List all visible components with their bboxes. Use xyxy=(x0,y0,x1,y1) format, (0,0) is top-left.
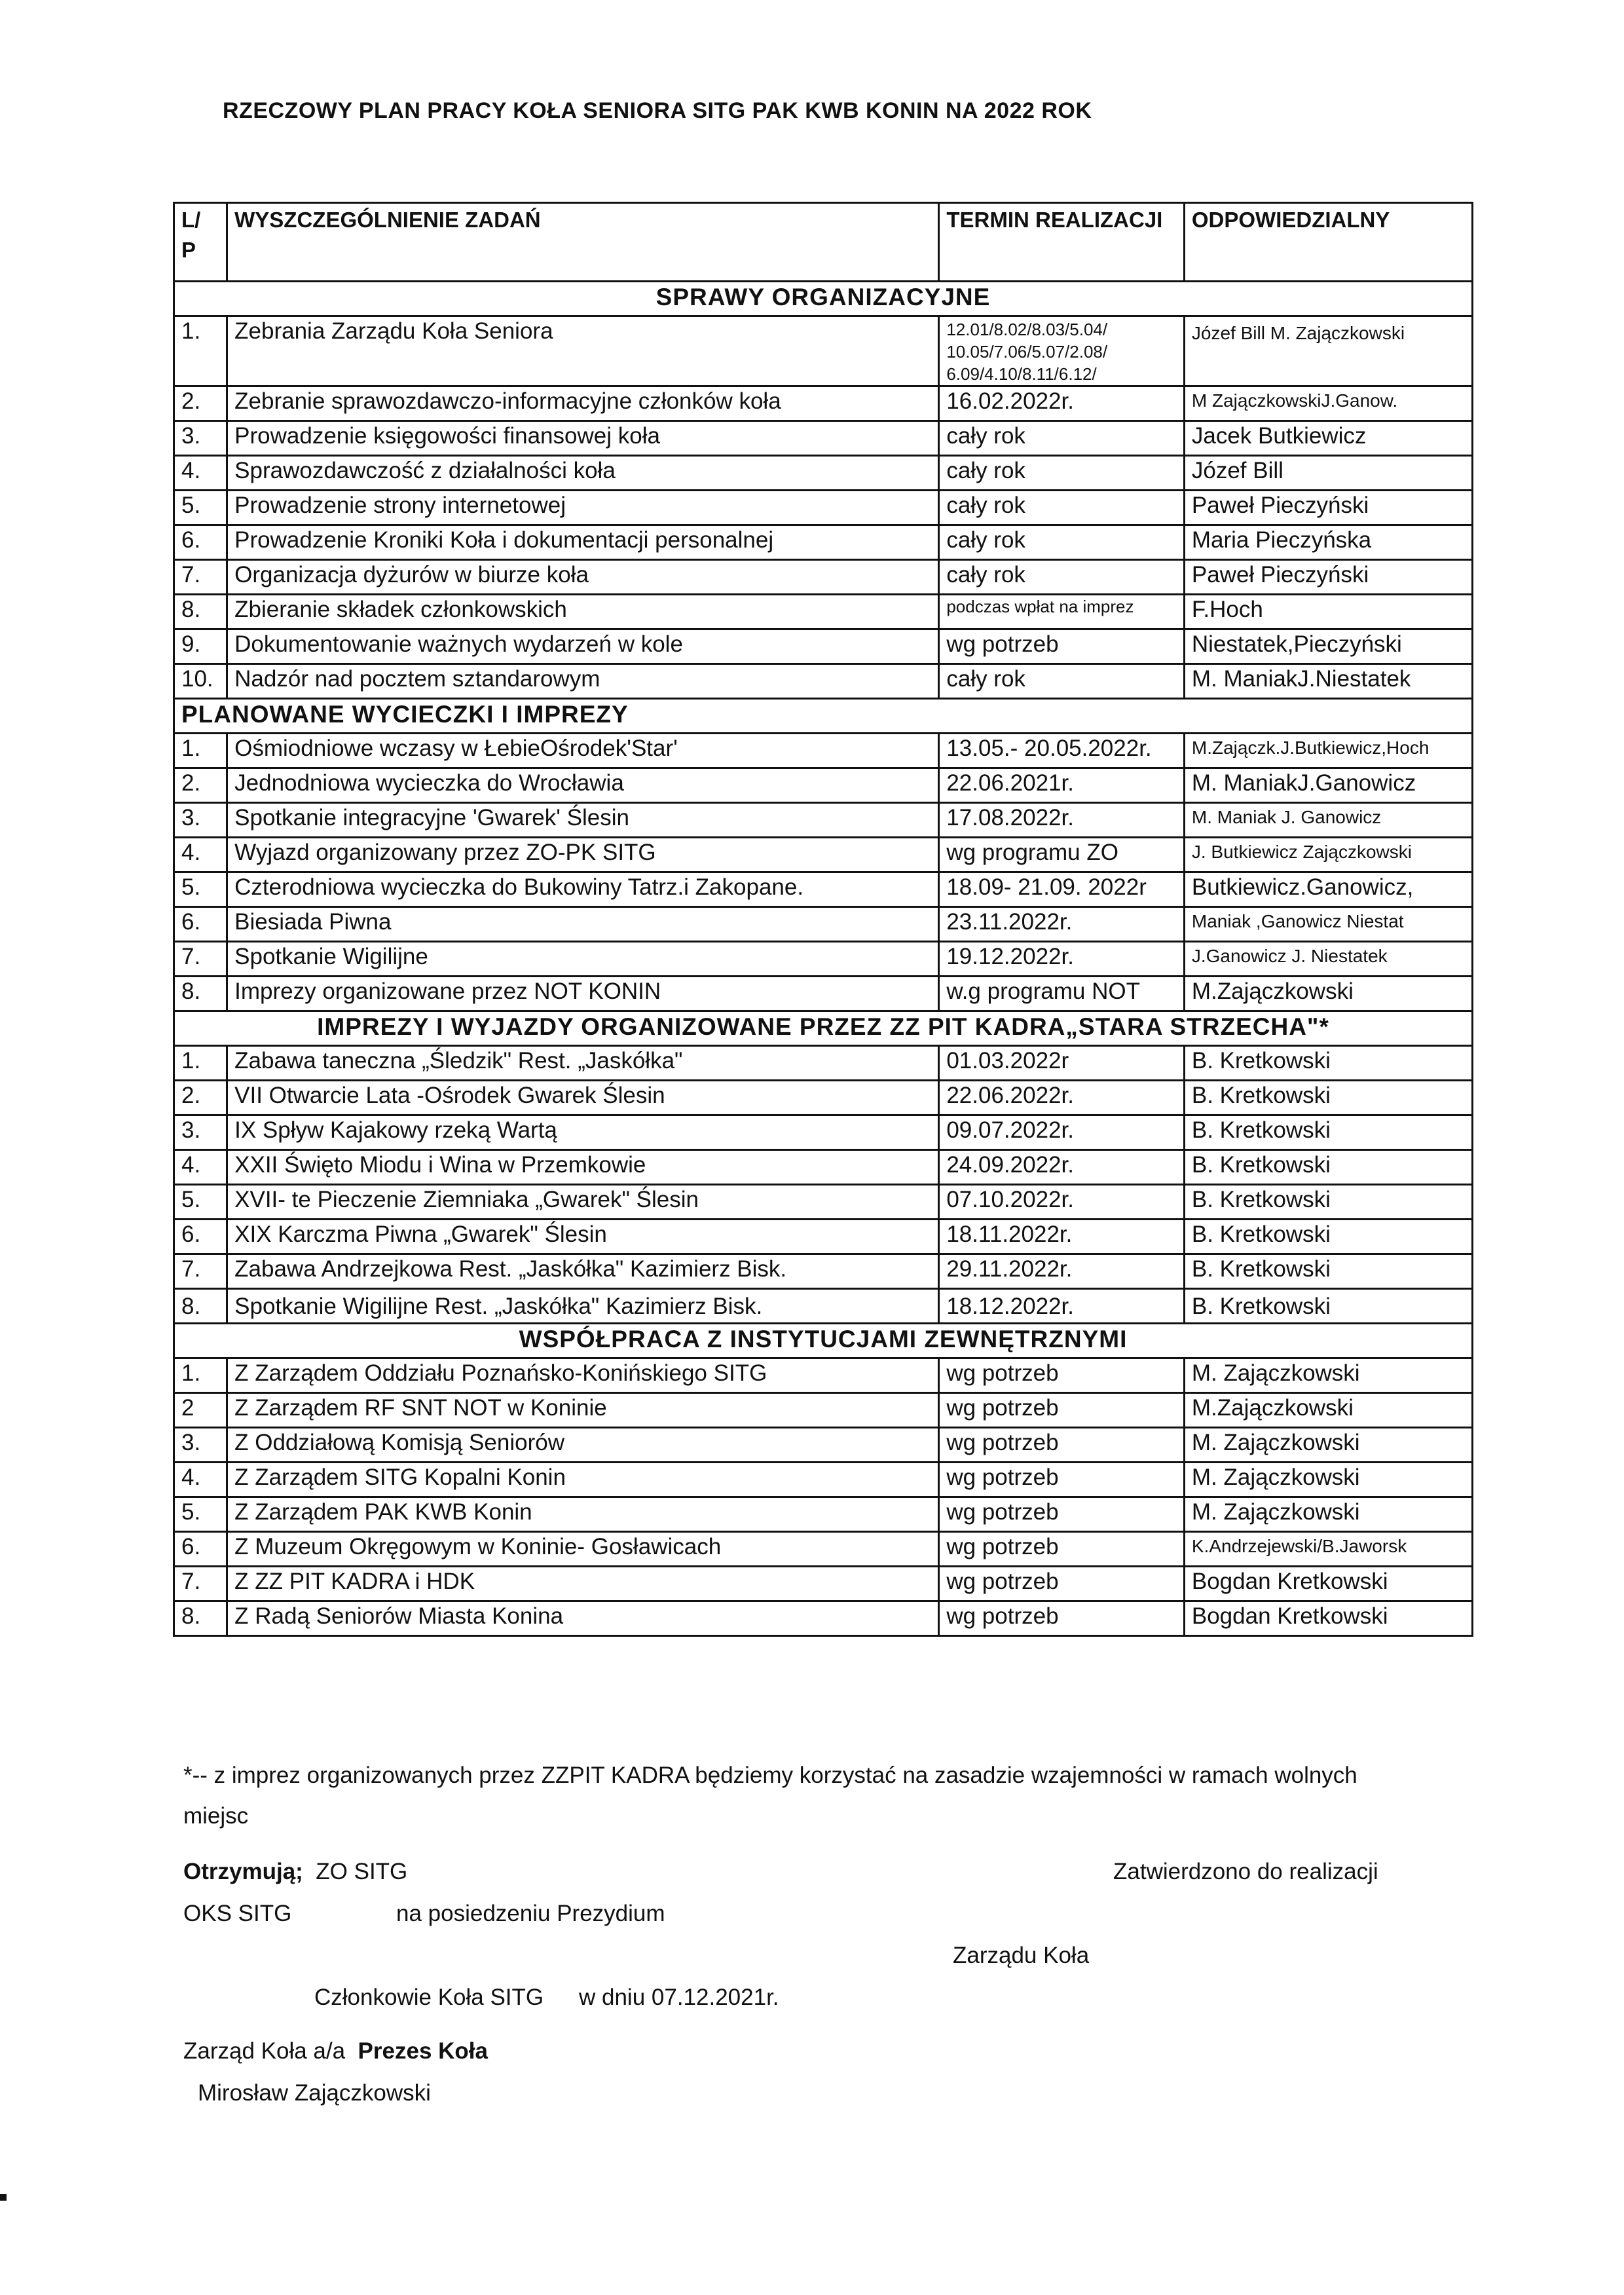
cell-resp: Bogdan Kretkowski xyxy=(1184,1567,1472,1601)
cell-term: 23.11.2022r. xyxy=(939,907,1185,942)
cell-resp: Butkiewicz.Ganowicz, xyxy=(1184,872,1472,907)
cell-term: cały rok xyxy=(939,525,1185,560)
cell-resp: M. Zajączkowski xyxy=(1184,1463,1472,1497)
cell-task: Biesiada Piwna xyxy=(227,907,939,942)
cell-lp: 3. xyxy=(174,803,227,838)
table-header-row xyxy=(174,203,1473,282)
cell-task: Z Zarządem RF SNT NOT w Koninie xyxy=(227,1393,939,1428)
cell-task: Dokumentowanie ważnych wydarzeń w kole xyxy=(227,629,939,664)
section-header-row xyxy=(174,1324,1473,1358)
cell-term: cały rok xyxy=(939,421,1185,456)
table-row xyxy=(174,456,1473,491)
cell-resp: M. Zajączkowski xyxy=(1184,1428,1472,1463)
footnote: *-- z imprez organizowanych przez ZZPIT KADRA będziemy korzystać na zasadzie wzajemności w ramach wolnych miejsc xyxy=(183,1763,1357,1829)
cell-task: IX Spływ Kajakowy rzeką Wartą xyxy=(227,1115,939,1150)
cell-resp: M.Zajączkowski xyxy=(1184,977,1472,1011)
cell-lp: 4. xyxy=(174,1463,227,1497)
recipient-oks: OKS SITG xyxy=(183,1901,292,1926)
cell-term: wg potrzeb xyxy=(939,629,1185,664)
cell-task: Prowadzenie strony internetowej xyxy=(227,491,939,525)
cell-task: Sprawozdawczość z działalności koła xyxy=(227,456,939,491)
cell-term: 16.02.2022r. xyxy=(939,386,1185,421)
cell-term: 01.03.2022r xyxy=(939,1046,1185,1081)
table-row xyxy=(174,872,1473,907)
table-row xyxy=(174,1601,1473,1636)
document-title: RZECZOWY PLAN PRACY KOŁA SENIORA SITG PAK KWB KONIN NA 2022 ROK xyxy=(223,98,1092,123)
cell-resp: K.Andrzejewski/B.Jaworsk xyxy=(1184,1532,1472,1567)
cell-lp: 10. xyxy=(174,664,227,699)
table-row xyxy=(174,1393,1473,1428)
table-row xyxy=(174,1497,1473,1532)
cell-lp: 6. xyxy=(174,525,227,560)
cell-term: 18.11.2022r. xyxy=(939,1220,1185,1254)
cell-resp: Paweł Pieczyński xyxy=(1184,491,1472,525)
cell-resp: Maria Pieczyńska xyxy=(1184,525,1472,560)
section-header-row xyxy=(174,699,1473,734)
cell-resp: M.Zajączkowski xyxy=(1184,1393,1472,1428)
recipient-zo: ZO SITG xyxy=(316,1859,408,1884)
cell-term: w.g programu NOT xyxy=(939,977,1185,1011)
table-row xyxy=(174,664,1473,699)
signer-name: Mirosław Zajączkowski xyxy=(198,2080,431,2106)
work-plan-table xyxy=(173,202,1473,1637)
table-row xyxy=(174,1463,1473,1497)
cell-term: cały rok xyxy=(939,560,1185,595)
cell-resp: B. Kretkowski xyxy=(1184,1115,1472,1150)
table-row xyxy=(174,491,1473,525)
recipients-line xyxy=(183,1859,407,1885)
cell-resp: M. Maniak J. Ganowicz xyxy=(1184,803,1472,838)
section-title: IMPREZY I WYJAZDY ORGANIZOWANE PRZEZ ZZ PIT KADRA„STARA STRZECHA"* xyxy=(174,1011,1473,1046)
cell-lp: 2 xyxy=(174,1393,227,1428)
cell-resp: F.Hoch xyxy=(1184,595,1472,629)
cell-resp: M.Zajączk.J.Butkiewicz,Hoch xyxy=(1184,734,1472,768)
cell-lp: 7. xyxy=(174,942,227,977)
cell-resp: M. Zajączkowski xyxy=(1184,1497,1472,1532)
cell-task: Prowadzenie Kroniki Koła i dokumentacji personalnej xyxy=(227,525,939,560)
table-row xyxy=(174,838,1473,872)
cell-lp: 5. xyxy=(174,872,227,907)
cell-term: wg potrzeb xyxy=(939,1567,1185,1601)
cell-term: 18.12.2022r. xyxy=(939,1289,1185,1324)
cell-term: 17.08.2022r. xyxy=(939,803,1185,838)
date-text: w dniu 07.12.2021r. xyxy=(579,1985,779,2010)
cell-resp: M. ManiakJ.Ganowicz xyxy=(1184,768,1472,803)
table-row xyxy=(174,1185,1473,1220)
table-row xyxy=(174,734,1473,768)
cell-term: wg potrzeb xyxy=(939,1601,1185,1636)
cell-task: Prowadzenie księgowości finansowej koła xyxy=(227,421,939,456)
cell-term: wg programu ZO xyxy=(939,838,1185,872)
cell-task: Organizacja dyżurów w biurze koła xyxy=(227,560,939,595)
cell-term: wg potrzeb xyxy=(939,1463,1185,1497)
cell-task: Zabawa Andrzejkowa Rest. „Jaskółka" Kazimierz Bisk. xyxy=(227,1254,939,1289)
cell-lp: 2. xyxy=(174,768,227,803)
cell-resp: M ZajączkowskiJ.Ganow. xyxy=(1184,386,1472,421)
table-row xyxy=(174,1220,1473,1254)
cell-lp: 6. xyxy=(174,1220,227,1254)
cell-lp: 3. xyxy=(174,421,227,456)
table-row xyxy=(174,1428,1473,1463)
cell-resp: B. Kretkowski xyxy=(1184,1220,1472,1254)
president-label: Prezes Koła xyxy=(358,2038,488,2064)
cell-lp: 8. xyxy=(174,1289,227,1324)
cell-term: wg potrzeb xyxy=(939,1428,1185,1463)
table-row xyxy=(174,1532,1473,1567)
cell-term: wg potrzeb xyxy=(939,1393,1185,1428)
table-row xyxy=(174,316,1473,386)
cell-task: Zbieranie składek członkowskich xyxy=(227,595,939,629)
cell-resp: B. Kretkowski xyxy=(1184,1046,1472,1081)
cell-resp: B. Kretkowski xyxy=(1184,1185,1472,1220)
cell-task: Czterodniowa wycieczka do Bukowiny Tatrz.i Zakopane. xyxy=(227,872,939,907)
cell-term: podczas wpłat na imprez xyxy=(939,595,1185,629)
cell-term: 18.09- 21.09. 2022r xyxy=(939,872,1185,907)
cell-term: 12.01/8.02/8.03/5.04/ 10.05/7.06/5.07/2.08/ 6.09/4.10/8.11/6.12/ xyxy=(939,316,1185,386)
cell-resp: Niestatek,Pieczyński xyxy=(1184,629,1472,664)
cell-lp: 3. xyxy=(174,1428,227,1463)
recipients-label: Otrzymują; xyxy=(183,1859,303,1884)
cell-lp: 8. xyxy=(174,977,227,1011)
cell-term: 19.12.2022r. xyxy=(939,942,1185,977)
table-row xyxy=(174,1046,1473,1081)
cell-term: cały rok xyxy=(939,664,1185,699)
cell-task: Imprezy organizowane przez NOT KONIN xyxy=(227,977,939,1011)
cell-task: Zabawa taneczna „Śledzik" Rest. „Jaskółka" xyxy=(227,1046,939,1081)
approval-text: Zatwierdzono do realizacji xyxy=(1113,1859,1378,1884)
cell-resp: Maniak ,Ganowicz Niestat xyxy=(1184,907,1472,942)
table-row xyxy=(174,629,1473,664)
presidium-text: na posiedzeniu Prezydium xyxy=(396,1901,665,1926)
table-row xyxy=(174,1289,1473,1324)
cell-lp: 4. xyxy=(174,456,227,491)
cell-term: 24.09.2022r. xyxy=(939,1150,1185,1185)
cell-resp: B. Kretkowski xyxy=(1184,1150,1472,1185)
cell-task: Jednodniowa wycieczka do Wrocławia xyxy=(227,768,939,803)
cell-lp: 8. xyxy=(174,1601,227,1636)
cell-lp: 7. xyxy=(174,560,227,595)
table-row xyxy=(174,768,1473,803)
cell-resp: Józef Bill M. Zajączkowski xyxy=(1184,316,1472,386)
cell-task: Z Oddziałową Komisją Seniorów xyxy=(227,1428,939,1463)
cell-resp: B. Kretkowski xyxy=(1184,1254,1472,1289)
cell-lp: 4. xyxy=(174,1150,227,1185)
cell-resp: B. Kretkowski xyxy=(1184,1289,1472,1324)
header-lp: L/ P xyxy=(174,203,227,282)
cell-lp: 9. xyxy=(174,629,227,664)
cell-term: wg potrzeb xyxy=(939,1497,1185,1532)
table-row xyxy=(174,421,1473,456)
cell-lp: 1. xyxy=(174,734,227,768)
cell-lp: 7. xyxy=(174,1254,227,1289)
cell-term: 13.05.- 20.05.2022r. xyxy=(939,734,1185,768)
cell-task: VII Otwarcie Lata -Ośrodek Gwarek Ślesin xyxy=(227,1081,939,1115)
cell-lp: 7. xyxy=(174,1567,227,1601)
board-prefix: Zarząd Koła a/a xyxy=(183,2038,346,2064)
cell-lp: 1. xyxy=(174,316,227,386)
cell-resp: J.Ganowicz J. Niestatek xyxy=(1184,942,1472,977)
section-header-row xyxy=(174,282,1473,316)
cell-task: Z Radą Seniorów Miasta Konina xyxy=(227,1601,939,1636)
cell-lp: 6. xyxy=(174,907,227,942)
cell-resp: M. Zajączkowski xyxy=(1184,1358,1472,1393)
cell-lp: 2. xyxy=(174,1081,227,1115)
cell-task: Spotkanie Wigilijne Rest. „Jaskółka" Kazimierz Bisk. xyxy=(227,1289,939,1324)
header-term: TERMIN REALIZACJI xyxy=(939,203,1185,282)
cell-lp: 1. xyxy=(174,1046,227,1081)
table-row xyxy=(174,525,1473,560)
cell-term: 29.11.2022r. xyxy=(939,1254,1185,1289)
cell-task: Zebranie sprawozdawczo-informacyjne członków koła xyxy=(227,386,939,421)
cell-lp: 2. xyxy=(174,386,227,421)
cell-lp: 5. xyxy=(174,1497,227,1532)
table-row xyxy=(174,977,1473,1011)
table-row xyxy=(174,1358,1473,1393)
header-task: WYSZCZEGÓLNIENIE ZADAŃ xyxy=(227,203,939,282)
cell-task: Z Zarządem PAK KWB Konin xyxy=(227,1497,939,1532)
table-row xyxy=(174,560,1473,595)
table-row xyxy=(174,1150,1473,1185)
cell-task: Ośmiodniowe wczasy w ŁebieOśrodek'Star' xyxy=(227,734,939,768)
header-resp: ODPOWIEDZIALNY xyxy=(1184,203,1472,282)
section-title: PLANOWANE WYCIECZKI I IMPREZY xyxy=(174,699,1473,734)
cell-task: XXII Święto Miodu i Wina w Przemkowie xyxy=(227,1150,939,1185)
cell-term: 09.07.2022r. xyxy=(939,1115,1185,1150)
table-row xyxy=(174,386,1473,421)
section-header-row xyxy=(174,1011,1473,1046)
board-text: Zarządu Koła xyxy=(953,1943,1090,1968)
table-row xyxy=(174,803,1473,838)
table-row xyxy=(174,1115,1473,1150)
cell-task: XVII- te Pieczenie Ziemniaka „Gwarek" Ślesin xyxy=(227,1185,939,1220)
cell-task: Z Zarządem Oddziału Poznańsko-Konińskiego SITG xyxy=(227,1358,939,1393)
cell-task: Nadzór nad pocztem sztandarowym xyxy=(227,664,939,699)
cell-resp: Paweł Pieczyński xyxy=(1184,560,1472,595)
cell-term: wg potrzeb xyxy=(939,1532,1185,1567)
cell-lp: 4. xyxy=(174,838,227,872)
table-row xyxy=(174,942,1473,977)
cell-resp: Bogdan Kretkowski xyxy=(1184,1601,1472,1636)
cell-resp: B. Kretkowski xyxy=(1184,1081,1472,1115)
cell-resp: Jacek Butkiewicz xyxy=(1184,421,1472,456)
table-row xyxy=(174,907,1473,942)
scan-edge-mark xyxy=(0,2194,7,2201)
section-title: SPRAWY ORGANIZACYJNE xyxy=(174,282,1473,316)
members-text: Członkowie Koła SITG xyxy=(314,1985,544,2010)
cell-task: XIX Karczma Piwna „Gwarek" Ślesin xyxy=(227,1220,939,1254)
cell-task: Z ZZ PIT KADRA i HDK xyxy=(227,1567,939,1601)
table-body xyxy=(174,282,1473,1636)
cell-lp: 6. xyxy=(174,1532,227,1567)
cell-term: wg potrzeb xyxy=(939,1358,1185,1393)
table-row xyxy=(174,1567,1473,1601)
cell-task: Spotkanie Wigilijne xyxy=(227,942,939,977)
cell-lp: 8. xyxy=(174,595,227,629)
table-row xyxy=(174,595,1473,629)
cell-task: Zebrania Zarządu Koła Seniora xyxy=(227,316,939,386)
table-row xyxy=(174,1081,1473,1115)
cell-resp: J. Butkiewicz Zajączkowski xyxy=(1184,838,1472,872)
cell-term: 22.06.2021r. xyxy=(939,768,1185,803)
cell-term: cały rok xyxy=(939,491,1185,525)
cell-task: Spotkanie integracyjne 'Gwarek' Ślesin xyxy=(227,803,939,838)
cell-lp: 5. xyxy=(174,491,227,525)
cell-lp: 1. xyxy=(174,1358,227,1393)
cell-lp: 5. xyxy=(174,1185,227,1220)
cell-task: Z Zarządem SITG Kopalni Konin xyxy=(227,1463,939,1497)
cell-task: Wyjazd organizowany przez ZO-PK SITG xyxy=(227,838,939,872)
cell-term: cały rok xyxy=(939,456,1185,491)
cell-resp: Józef Bill xyxy=(1184,456,1472,491)
cell-term: 22.06.2022r. xyxy=(939,1081,1185,1115)
signature-line xyxy=(183,2038,488,2064)
section-title: WSPÓŁPRACA Z INSTYTUCJAMI ZEWNĘTRZNYMI xyxy=(174,1324,1473,1358)
cell-resp: M. ManiakJ.Niestatek xyxy=(1184,664,1472,699)
cell-lp: 3. xyxy=(174,1115,227,1150)
table-row xyxy=(174,1254,1473,1289)
cell-term: 07.10.2022r. xyxy=(939,1185,1185,1220)
cell-task: Z Muzeum Okręgowym w Koninie- Gosławicach xyxy=(227,1532,939,1567)
